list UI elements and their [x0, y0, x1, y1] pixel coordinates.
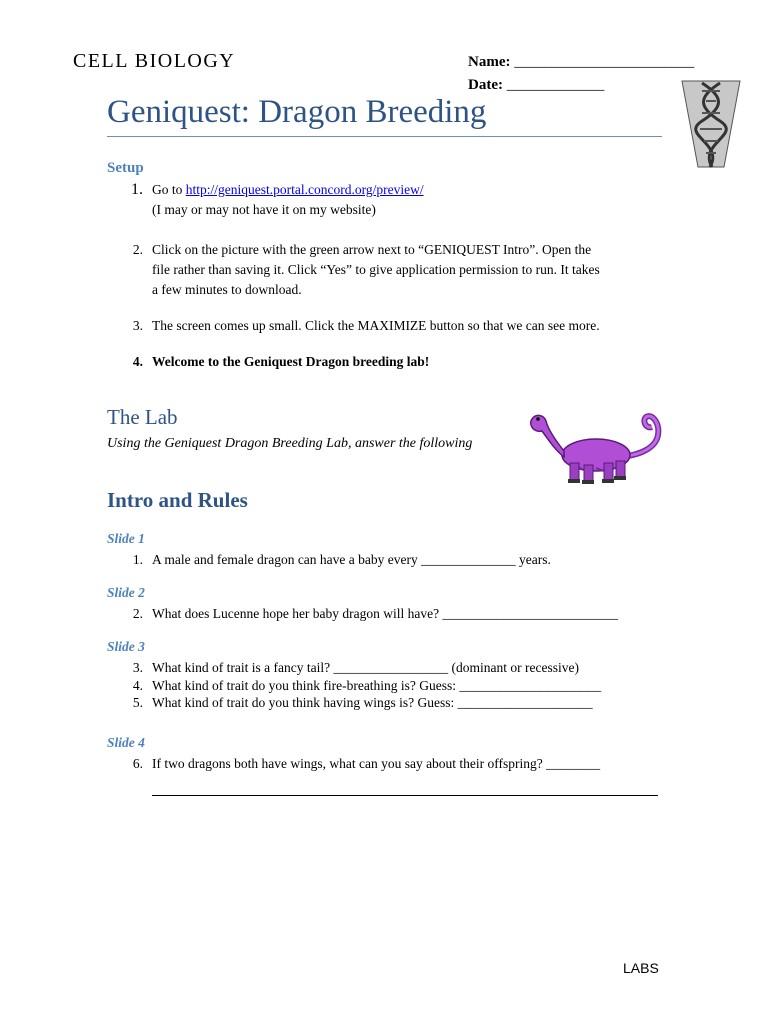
question-text-1: A male and female dragon can have a baby every ______________ years. [152, 552, 551, 567]
name-line [468, 54, 694, 71]
lab-heading: The Lab [107, 405, 178, 429]
footer-label: LABS [623, 960, 659, 976]
setup-heading: Setup [107, 160, 144, 176]
question-5 [125, 693, 685, 711]
setup-num-3: 3. [132, 318, 143, 333]
setup-item-2-line3: a few minutes to download. [152, 282, 302, 297]
dna-helix-icon [680, 77, 742, 173]
question-num-2: 2. [132, 606, 143, 621]
setup-item-2-line1: Click on the picture with the green arrow next to “GENIQUEST Intro”. Open the [152, 242, 592, 257]
slide-4-label: Slide 4 [107, 735, 145, 750]
slide-2-label: Slide 2 [107, 585, 145, 600]
question-2 [125, 604, 685, 624]
slide-3-label: Slide 3 [107, 639, 145, 654]
date-label: Date: [468, 77, 503, 93]
page-title: Geniquest: Dragon Breeding [107, 94, 487, 130]
slide-1-label: Slide 1 [107, 531, 145, 546]
setup-item-2 [125, 240, 685, 300]
question-text-2: What does Lucenne hope her baby dragon will have? __________________________ [152, 606, 619, 621]
purple-dragon-illustration [524, 405, 670, 487]
question-text-4: What kind of trait do you think fire-breathing is? Guess: _____________________ [152, 678, 602, 693]
name-blank[interactable]: ________________________ [514, 54, 695, 70]
question-num-3: 3. [132, 660, 143, 675]
setup-item-1 [125, 180, 685, 220]
lab-subtitle: Using the Geniquest Dragon Breeding Lab, answer the following [107, 436, 473, 451]
name-label: Name: [468, 54, 511, 70]
question-3 [125, 658, 685, 676]
setup-num-4: 4. [132, 354, 143, 369]
date-blank[interactable]: _____________ [506, 77, 605, 93]
setup-num-2: 2. [132, 242, 143, 257]
setup-item-4-line1: Welcome to the Geniquest Dragon breeding lab! [152, 354, 430, 369]
question-1 [125, 550, 685, 570]
question-num-4: 4. [132, 678, 143, 693]
question-4 [125, 676, 685, 694]
date-line [468, 77, 604, 94]
question-text-3: What kind of trait is a fancy tail? _________________ (dominant or recessive) [152, 660, 580, 675]
answer-line-6[interactable] [152, 795, 658, 796]
setup-num-1: 1. [131, 181, 143, 198]
question-num-6: 6. [132, 756, 143, 771]
question-text-5: What kind of trait do you think having wings is? Guess: ____________________ [152, 695, 593, 710]
question-6 [125, 754, 685, 774]
intro-heading: Intro and Rules [107, 488, 248, 512]
course-title: CELL BIOLOGY [73, 50, 236, 72]
geniquest-link[interactable]: http://geniquest.portal.concord.org/preview/ [185, 182, 424, 197]
setup-item-3-line1: The screen comes up small. Click the MAXIMIZE button so that we can see more. [152, 318, 600, 333]
setup-item-4 [125, 352, 685, 372]
question-num-5: 5. [132, 695, 143, 710]
question-text-6: If two dragons both have wings, what can you say about their offspring? ________ [152, 756, 601, 771]
setup-item-1-line2: (I may or may not have it on my website) [152, 202, 376, 217]
setup-item-3 [125, 316, 685, 336]
question-num-1: 1. [132, 552, 143, 567]
title-divider [107, 136, 662, 137]
setup-item-1-line1: Go to http://geniquest.portal.concord.org/preview/ [152, 182, 424, 197]
setup-item-2-line2: file rather than saving it. Click “Yes” to give application permission to run. It takes [152, 262, 600, 277]
